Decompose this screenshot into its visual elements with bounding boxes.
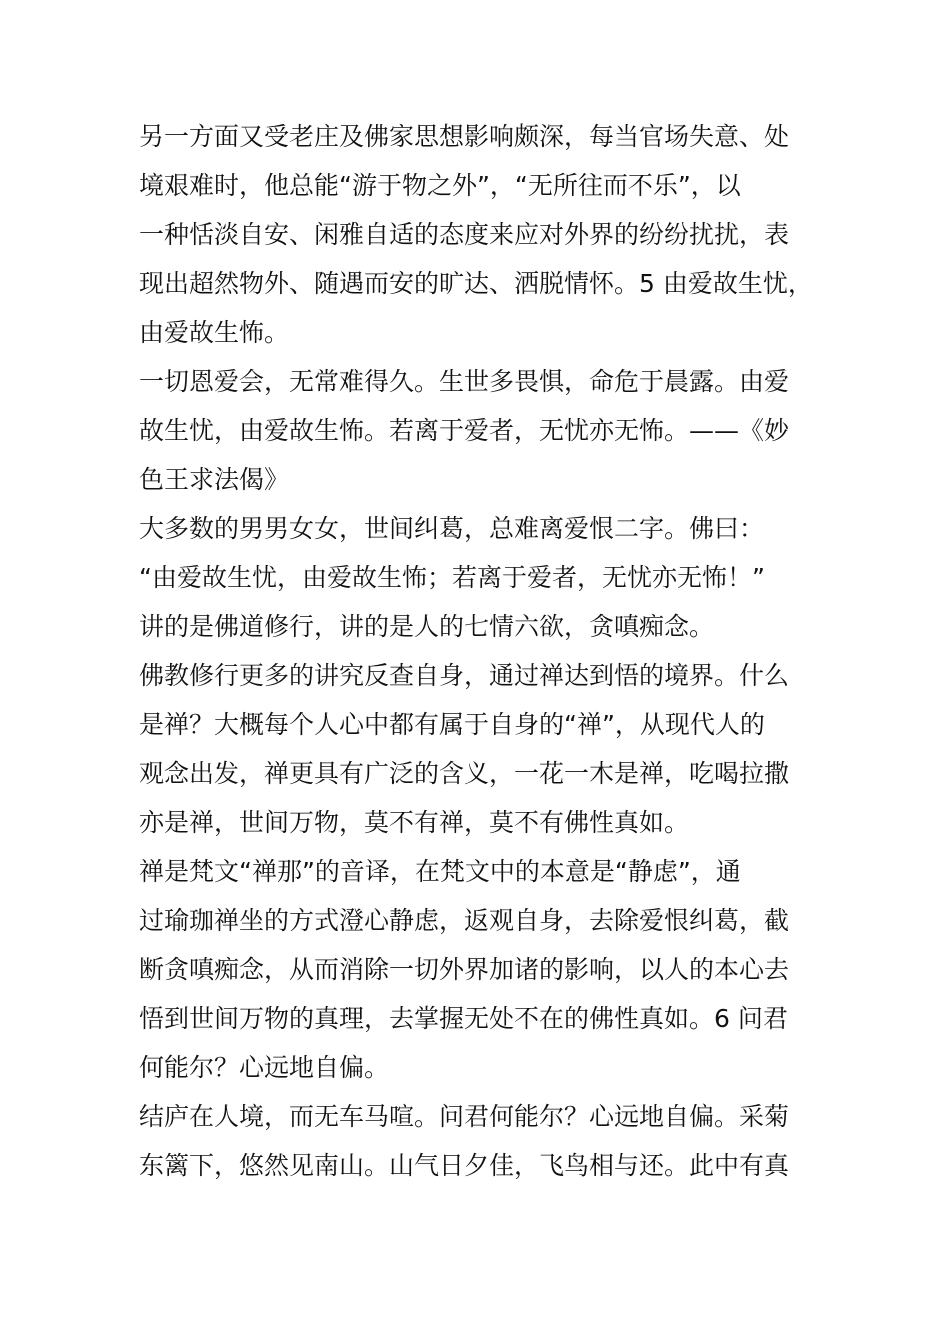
text-line: 过瑜珈禅坐的方式澄心静虑，返观自身，去除爱恨纠葛，截: [139, 906, 790, 935]
text-line: 另一方面又受老庄及佛家思想影响颇深，每当官场失意、处: [139, 122, 790, 151]
text-line: 观念出发，禅更具有广泛的含义，一花一木是禅，吃喝拉撒: [139, 759, 790, 788]
text-line: 故生忧，由爱故生怖。若离于爱者，无忧亦无怖。——《妙: [139, 416, 790, 445]
text-line: “由爱故生忧，由爱故生怖；若离于爱者，无忧亦无怖！”: [139, 563, 765, 592]
text-line: 悟到世间万物的真理，去掌握无处不在的佛性真如。6 问君: [139, 1004, 788, 1033]
text-line: 何能尔？心远地自偏。: [139, 1053, 390, 1082]
body-text: [139, 112, 819, 1190]
text-line: 讲的是佛道修行，讲的是人的七情六欲，贪嗔痴念。: [139, 612, 715, 641]
text-line: 现出超然物外、随遇而安的旷达、洒脱情怀。5 由爱故生忧，: [139, 269, 813, 298]
text-line: 一种恬淡自安、闲雅自适的态度来应对外界的纷纷扰扰，表: [139, 220, 790, 249]
text-line: 断贪嗔痴念，从而消除一切外界加诸的影响，以人的本心去: [139, 955, 790, 984]
text-line: 是禅？大概每个人心中都有属于自身的“禅”，从现代人的: [139, 710, 765, 739]
text-line: 境艰难时，他总能“游于物之外”，“无所往而不乐”，以: [139, 171, 741, 200]
text-line: 佛教修行更多的讲究反查自身，通过禅达到悟的境界。什么: [139, 661, 790, 690]
text-line: 亦是禅，世间万物，莫不有禅，莫不有佛性真如。: [139, 808, 690, 837]
text-line: 色王求法偈》: [139, 465, 290, 494]
text-line: 大多数的男男女女，世间纠葛，总难离爱恨二字。佛曰：: [139, 514, 765, 543]
text-line: 禅是梵文“禅那”的音译，在梵文中的本意是“静虑”，通: [139, 857, 741, 886]
text-line: 一切恩爱会，无常难得久。生世多畏惧，命危于晨露。由爱: [139, 367, 790, 396]
text-line: 由爱故生怖。: [139, 318, 290, 347]
text-line: 结庐在人境，而无车马喧。问君何能尔？心远地自偏。采菊: [139, 1102, 790, 1131]
text-line: 东篱下，悠然见南山。山气日夕佳，飞鸟相与还。此中有真: [139, 1151, 790, 1180]
